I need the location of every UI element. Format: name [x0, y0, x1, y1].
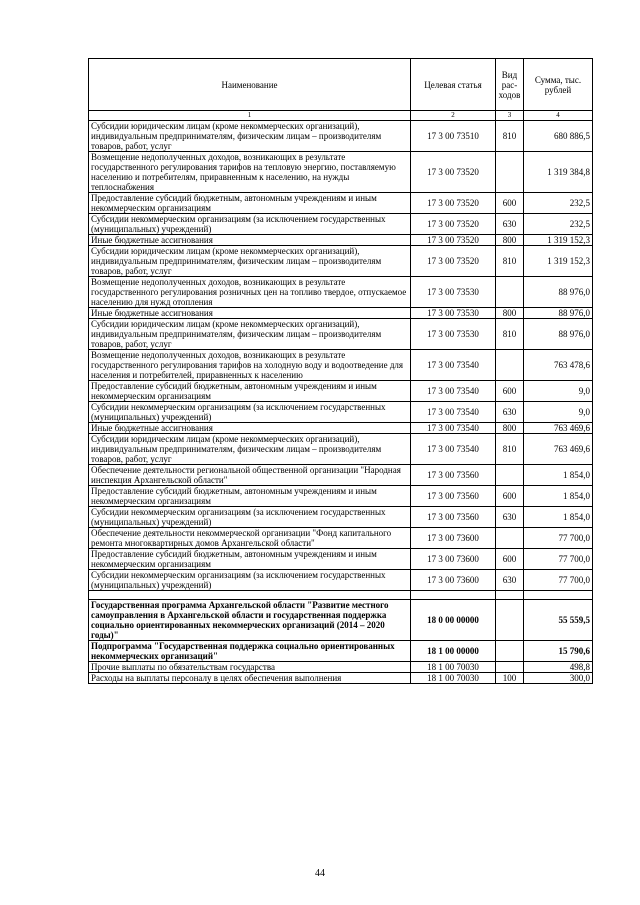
row-target-article-cell: 18 1 00 70030 [411, 673, 496, 684]
empty-cell [411, 591, 496, 600]
row-expense-type-cell [496, 600, 524, 641]
row-name-cell: Подпрограмма "Государственная поддержка социально ориентированных некоммерческих организаций" [89, 641, 411, 662]
table-spacer-row [89, 591, 593, 600]
row-target-article-cell: 17 3 00 73520 [411, 235, 496, 246]
row-target-article-cell: 17 3 00 73560 [411, 465, 496, 486]
row-target-article-cell: 17 3 00 73560 [411, 486, 496, 507]
row-expense-type-cell: 600 [496, 381, 524, 402]
row-target-article-cell: 17 3 00 73600 [411, 570, 496, 591]
row-sum-cell: 77 700,0 [524, 549, 593, 570]
row-target-article-cell: 18 1 00 00000 [411, 641, 496, 662]
row-target-article-cell: 17 3 00 73540 [411, 423, 496, 434]
row-sum-cell: 300,0 [524, 673, 593, 684]
row-sum-cell: 232,5 [524, 214, 593, 235]
row-expense-type-cell: 810 [496, 121, 524, 152]
table-row [89, 214, 593, 235]
row-sum-cell: 232,5 [524, 193, 593, 214]
table-row [89, 465, 593, 486]
table-row [89, 319, 593, 350]
row-name-cell: Иные бюджетные ассигнования [89, 235, 411, 246]
row-target-article-cell: 17 3 00 73530 [411, 308, 496, 319]
row-sum-cell: 88 976,0 [524, 277, 593, 308]
table-row [89, 549, 593, 570]
row-sum-cell: 88 976,0 [524, 319, 593, 350]
column-number: 4 [524, 111, 593, 121]
row-expense-type-cell [496, 641, 524, 662]
table-row [89, 381, 593, 402]
table-row [89, 152, 593, 193]
row-expense-type-cell [496, 662, 524, 673]
row-expense-type-cell: 810 [496, 434, 524, 465]
table-header-row [89, 59, 593, 111]
empty-cell [524, 591, 593, 600]
row-name-cell: Предоставление субсидий бюджетным, автономным учреждениям и иным некоммерческим организациям [89, 549, 411, 570]
row-name-cell: Субсидии некоммерческим организациям (за исключением государственных (муниципальных) учреждений) [89, 402, 411, 423]
row-sum-cell: 9,0 [524, 381, 593, 402]
row-target-article-cell: 17 3 00 73520 [411, 246, 496, 277]
column-number-row [89, 111, 593, 121]
row-target-article-cell: 17 3 00 73520 [411, 193, 496, 214]
row-sum-cell: 763 469,6 [524, 434, 593, 465]
row-sum-cell: 1 854,0 [524, 507, 593, 528]
table-row [89, 528, 593, 549]
table-row [89, 246, 593, 277]
table-row [89, 350, 593, 381]
row-target-article-cell: 17 3 00 73520 [411, 214, 496, 235]
row-target-article-cell: 18 1 00 70030 [411, 662, 496, 673]
table-row [89, 600, 593, 641]
row-name-cell: Обеспечение деятельности региональной общественной организации "Народная инспекция Архангельской области" [89, 465, 411, 486]
table-row [89, 402, 593, 423]
row-expense-type-cell: 630 [496, 570, 524, 591]
header-target-article: Целевая статья [411, 59, 496, 111]
budget-table [88, 58, 593, 684]
row-target-article-cell: 18 0 00 00000 [411, 600, 496, 641]
row-target-article-cell: 17 3 00 73510 [411, 121, 496, 152]
row-name-cell: Прочие выплаты по обязательствам государства [89, 662, 411, 673]
header-expense-type: Вид рас-ходов [496, 59, 524, 111]
table-row [89, 662, 593, 673]
column-number: 2 [411, 111, 496, 121]
row-sum-cell: 1 854,0 [524, 465, 593, 486]
table-row [89, 235, 593, 246]
row-sum-cell: 15 790,6 [524, 641, 593, 662]
row-name-cell: Субсидии юридическим лицам (кроме некоммерческих организаций), индивидуальным предпринимателям, физическим лицам – производителям товаров, работ, услуг [89, 319, 411, 350]
page-number: 44 [315, 868, 325, 879]
row-sum-cell: 1 319 384,8 [524, 152, 593, 193]
empty-cell [496, 591, 524, 600]
table-row [89, 507, 593, 528]
row-expense-type-cell: 810 [496, 319, 524, 350]
row-name-cell: Субсидии юридическим лицам (кроме некоммерческих организаций), индивидуальным предпринимателям, физическим лицам – производителям товаров, работ, услуг [89, 246, 411, 277]
row-name-cell: Государственная программа Архангельской области "Развитие местного самоуправления в Архангельской области и государственная поддержка социально ориентированных некоммерческих организаций (2014 – 2020 годы)" [89, 600, 411, 641]
row-sum-cell: 77 700,0 [524, 528, 593, 549]
row-target-article-cell: 17 3 00 73520 [411, 152, 496, 193]
row-expense-type-cell: 800 [496, 423, 524, 434]
row-expense-type-cell: 800 [496, 308, 524, 319]
row-sum-cell: 680 886,5 [524, 121, 593, 152]
row-name-cell: Субсидии некоммерческим организациям (за исключением государственных (муниципальных) учреждений) [89, 214, 411, 235]
row-expense-type-cell [496, 277, 524, 308]
row-target-article-cell: 17 3 00 73600 [411, 528, 496, 549]
table-row [89, 423, 593, 434]
row-name-cell: Возмещение недополученных доходов, возникающих в результате государственного регулирования тарифов на холодную воду и водоотведение для населения и потребителей, приравненных к населению [89, 350, 411, 381]
row-expense-type-cell: 800 [496, 235, 524, 246]
row-name-cell: Иные бюджетные ассигнования [89, 308, 411, 319]
row-expense-type-cell: 630 [496, 507, 524, 528]
row-expense-type-cell: 600 [496, 549, 524, 570]
table-row [89, 193, 593, 214]
row-name-cell: Предоставление субсидий бюджетным, автономным учреждениям и иным некоммерческим организациям [89, 381, 411, 402]
header-sum: Сумма, тыс. рублей [524, 59, 593, 111]
table-row [89, 486, 593, 507]
table-row [89, 308, 593, 319]
row-target-article-cell: 17 3 00 73540 [411, 350, 496, 381]
row-sum-cell: 498,8 [524, 662, 593, 673]
row-target-article-cell: 17 3 00 73560 [411, 507, 496, 528]
row-target-article-cell: 17 3 00 73540 [411, 402, 496, 423]
row-sum-cell: 55 559,5 [524, 600, 593, 641]
row-expense-type-cell [496, 152, 524, 193]
row-expense-type-cell: 600 [496, 486, 524, 507]
table-row [89, 277, 593, 308]
row-name-cell: Обеспечение деятельности некоммерческой организации "Фонд капитального ремонта многоквартирных домов Архангельской области" [89, 528, 411, 549]
row-sum-cell: 763 478,6 [524, 350, 593, 381]
table-row [89, 434, 593, 465]
row-expense-type-cell: 810 [496, 246, 524, 277]
row-target-article-cell: 17 3 00 73540 [411, 381, 496, 402]
row-name-cell: Предоставление субсидий бюджетным, автономным учреждениям и иным некоммерческим организациям [89, 193, 411, 214]
column-number: 3 [496, 111, 524, 121]
row-sum-cell: 1 854,0 [524, 486, 593, 507]
column-number: 1 [89, 111, 411, 121]
row-target-article-cell: 17 3 00 73540 [411, 434, 496, 465]
row-target-article-cell: 17 3 00 73600 [411, 549, 496, 570]
empty-cell [89, 591, 411, 600]
row-expense-type-cell [496, 350, 524, 381]
row-target-article-cell: 17 3 00 73530 [411, 319, 496, 350]
table-row [89, 641, 593, 662]
row-name-cell: Иные бюджетные ассигнования [89, 423, 411, 434]
row-expense-type-cell: 100 [496, 673, 524, 684]
row-expense-type-cell: 630 [496, 214, 524, 235]
table-row [89, 121, 593, 152]
row-sum-cell: 763 469,6 [524, 423, 593, 434]
row-sum-cell: 1 319 152,3 [524, 235, 593, 246]
row-sum-cell: 9,0 [524, 402, 593, 423]
row-sum-cell: 88 976,0 [524, 308, 593, 319]
row-name-cell: Возмещение недополученных доходов, возникающих в результате государственного регулирования тарифов на тепловую энергию, поставляемую населению и потребителям, приравненным к населению, на нужды теплоснабжения [89, 152, 411, 193]
row-sum-cell: 77 700,0 [524, 570, 593, 591]
header-name: Наименование [89, 59, 411, 111]
row-sum-cell: 1 319 152,3 [524, 246, 593, 277]
row-target-article-cell: 17 3 00 73530 [411, 277, 496, 308]
table-row [89, 570, 593, 591]
row-expense-type-cell [496, 465, 524, 486]
row-name-cell: Предоставление субсидий бюджетным, автономным учреждениям и иным некоммерческим организациям [89, 486, 411, 507]
row-expense-type-cell: 630 [496, 402, 524, 423]
table-row [89, 673, 593, 684]
row-name-cell: Субсидии некоммерческим организациям (за исключением государственных (муниципальных) учреждений) [89, 507, 411, 528]
row-name-cell: Возмещение недополученных доходов, возникающих в результате государственного регулирования розничных цен на топливо твердое, отпускаемое населению для нужд отопления [89, 277, 411, 308]
row-name-cell: Расходы на выплаты персоналу в целях обеспечения выполнения [89, 673, 411, 684]
row-name-cell: Субсидии юридическим лицам (кроме некоммерческих организаций), индивидуальным предпринимателям, физическим лицам – производителям товаров, работ, услуг [89, 121, 411, 152]
row-name-cell: Субсидии некоммерческим организациям (за исключением государственных (муниципальных) учреждений) [89, 570, 411, 591]
row-expense-type-cell [496, 528, 524, 549]
row-name-cell: Субсидии юридическим лицам (кроме некоммерческих организаций), индивидуальным предпринимателям, физическим лицам – производителям товаров, работ, услуг [89, 434, 411, 465]
row-expense-type-cell: 600 [496, 193, 524, 214]
